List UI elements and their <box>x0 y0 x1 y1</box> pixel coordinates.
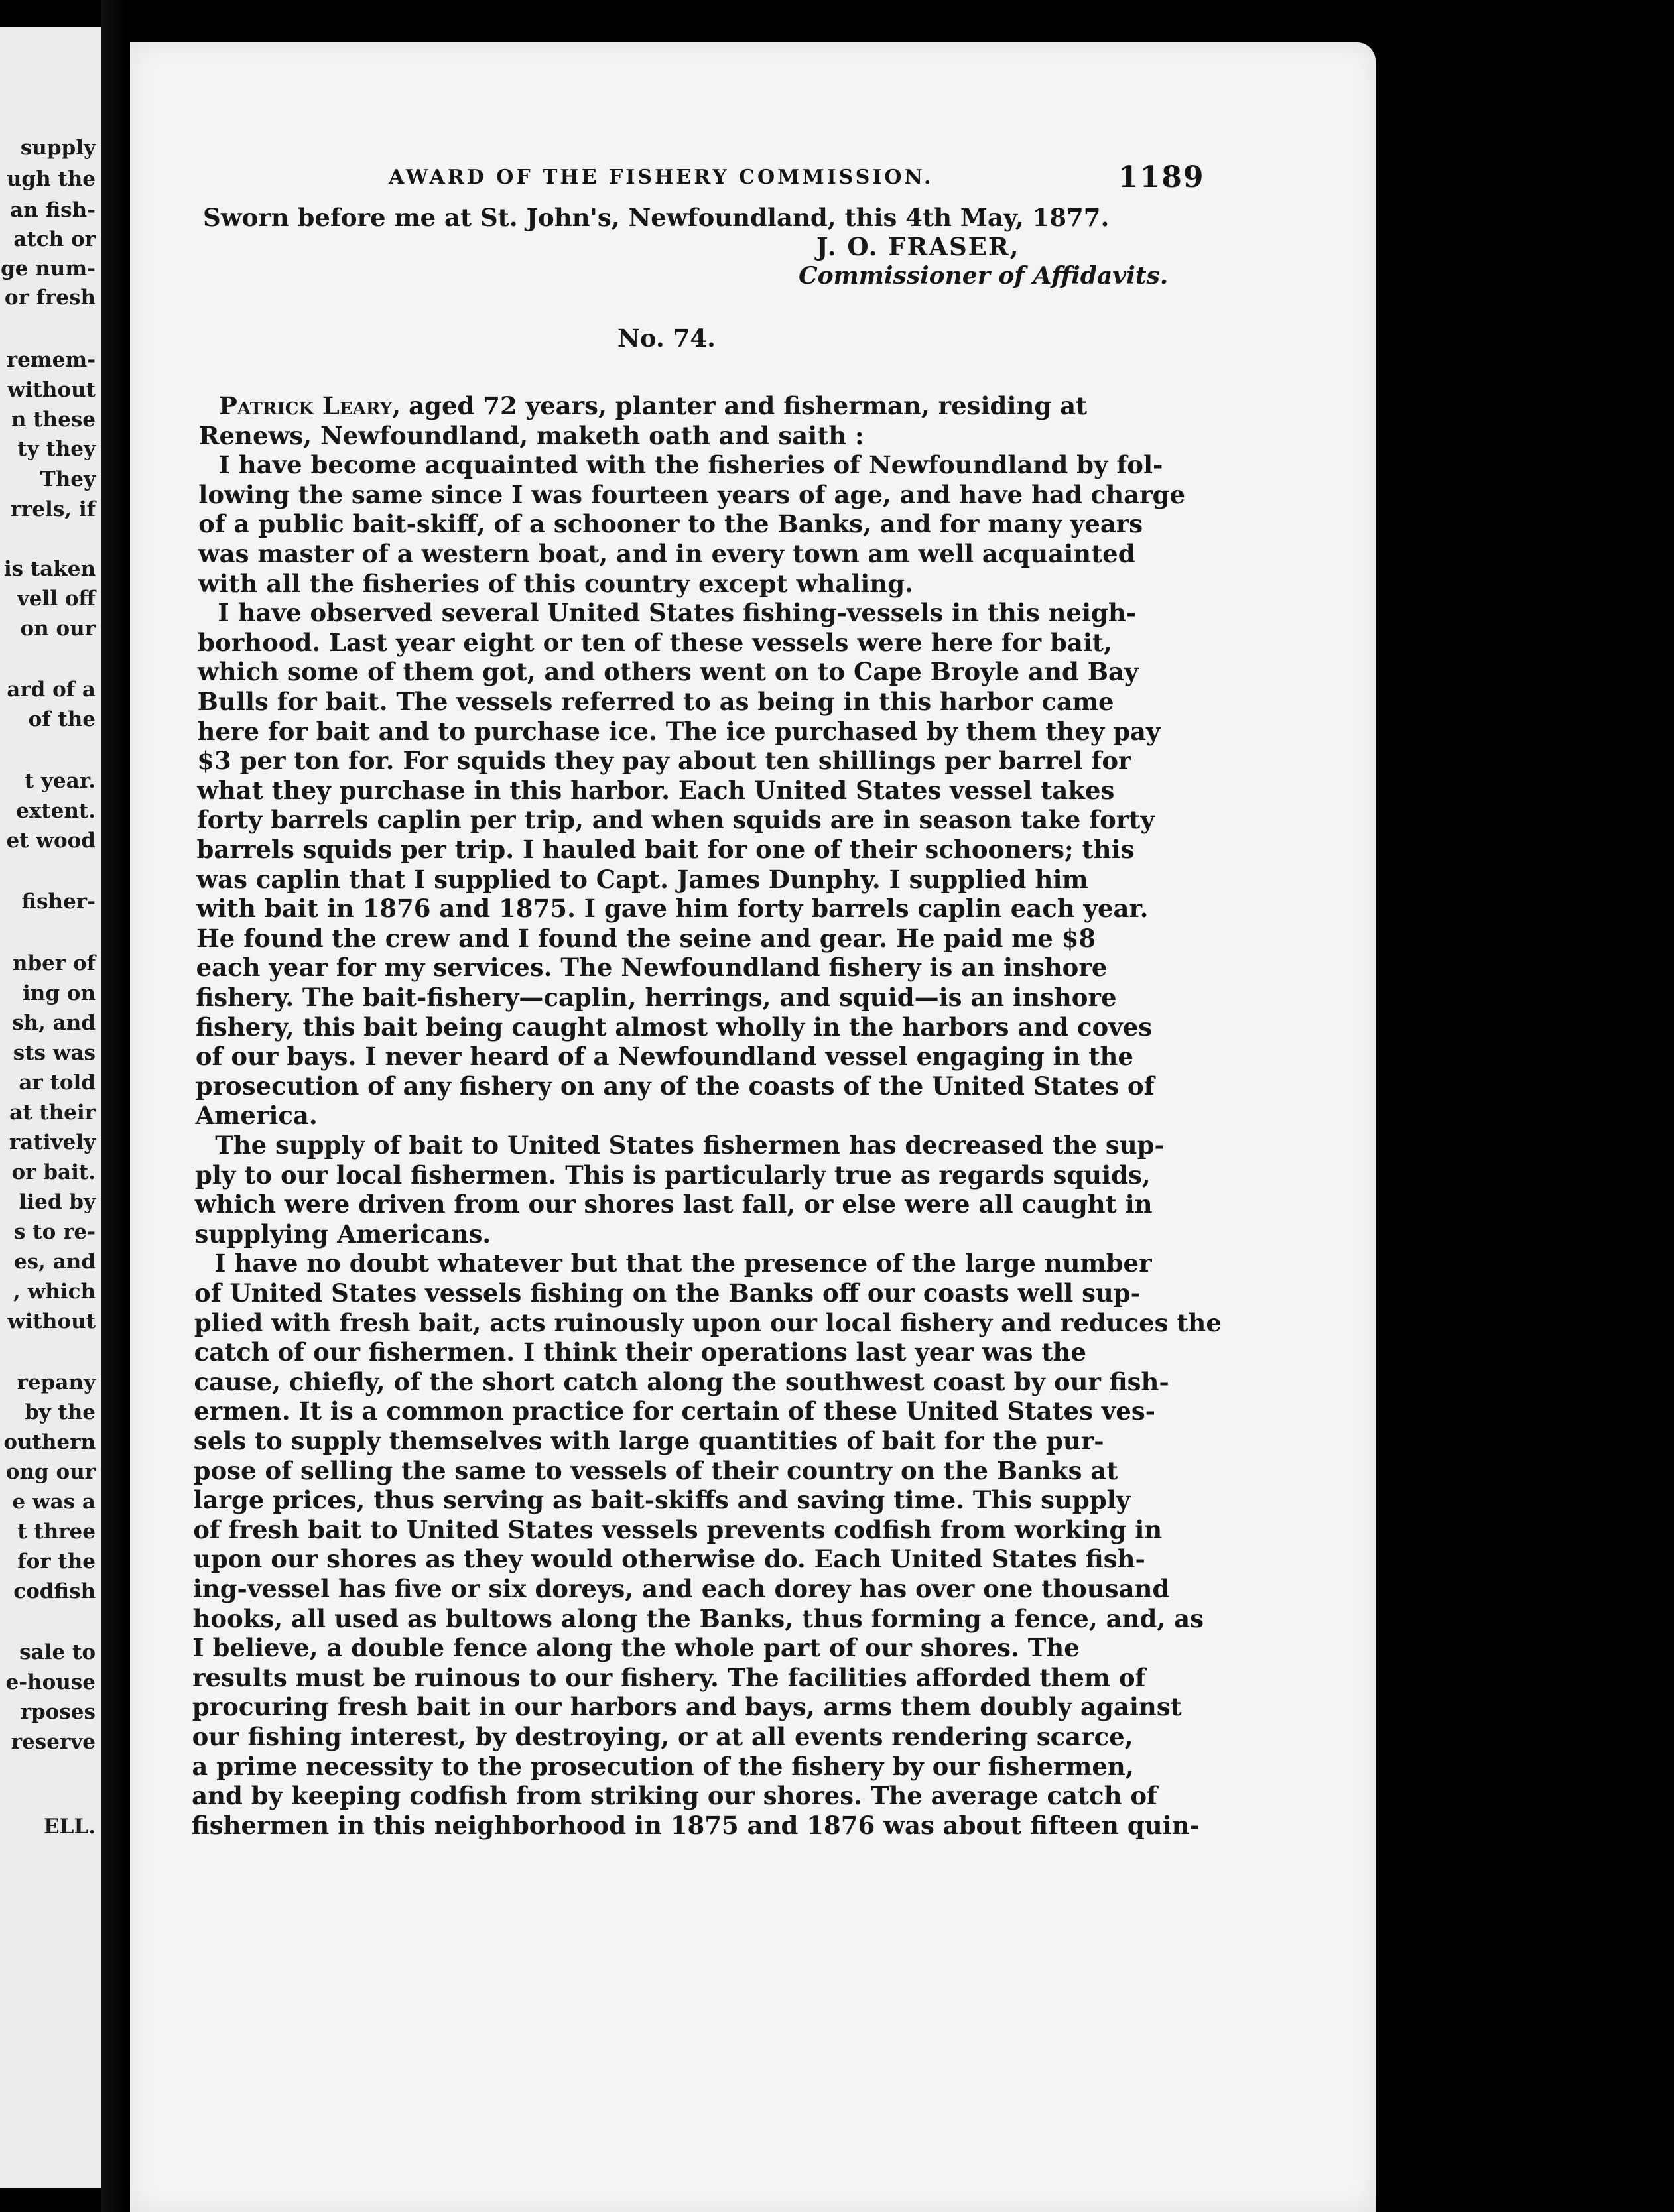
previous-page-fragment: s to re- <box>14 1220 96 1244</box>
jurat-commissioner-name: J. O. FRASER, <box>816 232 1020 261</box>
text-line: a prime necessity to the prosecution of the fishery by our fishermen, <box>192 1751 1134 1781</box>
previous-page-fragment: ratively <box>9 1131 96 1154</box>
text-line: with bait in 1876 and 1875. I gave him forty barrels caplin each year. <box>196 894 1149 924</box>
previous-page-fragment: e-house <box>5 1670 96 1694</box>
previous-page-fragment: or bait. <box>11 1160 96 1184</box>
text-line: Bulls for bait. The vessels referred to as being in this harbor came <box>197 687 1114 716</box>
text-line: prosecution of any fishery on any of the coasts of the United States of <box>195 1071 1155 1101</box>
previous-page-fragment: remem- <box>6 348 96 372</box>
text-line: He found the crew and I found the seine and gear. He paid me $8 <box>196 923 1096 953</box>
text-line: pose of selling the same to vessels of their country on the Banks at <box>193 1455 1118 1485</box>
text-line: America. <box>195 1101 318 1131</box>
text-line: with all the fisheries of this country except whaling. <box>198 568 913 598</box>
page-1189 <box>130 42 1376 2212</box>
text-line: I have no doubt whatever but that the presence of the large number <box>214 1249 1152 1278</box>
text-line: hooks, all used as bultows along the Banks, thus forming a fence, and, as <box>192 1603 1204 1633</box>
previous-page-fragment: atch or <box>13 227 96 251</box>
previous-page-fragment: ty they <box>17 437 96 461</box>
text-line: supplying Americans. <box>194 1219 491 1249</box>
text-line: I have become acquainted with the fisheries of Newfoundland by fol- <box>218 450 1163 480</box>
previous-page-edge <box>0 27 101 2188</box>
previous-page-fragment: is taken <box>3 557 96 581</box>
previous-page-fragment: vell off <box>17 587 96 611</box>
text-line: our fishing interest, by destroying, or at all events rendering scarce, <box>192 1722 1133 1751</box>
text-line: which were driven from our shores last fall, or else were all caught in <box>194 1190 1153 1219</box>
text-line: what they purchase in this harbor. Each United States vessel takes <box>196 775 1115 805</box>
jurat-sworn-line: Sworn before me at St. John's, Newfoundland, this 4th May, 1877. <box>203 203 1110 232</box>
text-line: $3 per ton for. For squids they pay about ten shillings per barrel for <box>197 746 1131 776</box>
text-line: results must be ruinous to our fishery. The facilities afforded them of <box>192 1662 1146 1692</box>
previous-page-fragment: ing on <box>23 981 96 1005</box>
text-line: borhood. Last year eight or ten of these vessels were here for bait, <box>198 627 1112 657</box>
previous-page-fragment: , which <box>13 1280 96 1304</box>
previous-page-fragment: es, and <box>13 1250 96 1274</box>
affidavit-number: No. 74. <box>617 324 716 353</box>
text-line: here for bait and to purchase ice. The ice purchased by them they pay <box>197 716 1161 746</box>
running-head: AWARD OF THE FISHERY COMMISSION. <box>389 166 934 189</box>
text-line <box>219 391 1088 420</box>
previous-page-fragment: t year. <box>24 769 96 793</box>
previous-page-fragment: n these <box>11 408 96 432</box>
previous-page-fragment: rposes <box>20 1700 96 1724</box>
previous-page-fragment: of the <box>28 707 96 731</box>
text-line: of our bays. I never heard of a Newfoundland vessel engaging in the <box>195 1042 1133 1072</box>
text-line: procuring fresh bait in our harbors and bays, arms them doubly against <box>192 1692 1182 1722</box>
text-line: upon our shores as they would otherwise do. Each United States fish- <box>192 1544 1145 1574</box>
text-line: was caplin that I supplied to Capt. James Dunphy. I supplied him <box>196 864 1088 894</box>
text-line: cause, chiefly, of the short catch along the southwest coast by our fish- <box>194 1367 1169 1396</box>
text-line: large prices, thus serving as bait-skiffs and saving time. This supply <box>193 1485 1131 1515</box>
text-line: Renews, Newfoundland, maketh oath and saith : <box>198 420 864 450</box>
previous-page-fragment: nber of <box>12 952 96 975</box>
previous-page-fragment: ar told <box>19 1071 96 1095</box>
text-line: forty barrels caplin per trip, and when squids are in season take forty <box>196 805 1155 835</box>
text-line: plied with fresh bait, acts ruinously upon our local fishery and reduces the <box>194 1308 1222 1337</box>
previous-page-fragment: ge num- <box>1 257 96 280</box>
previous-page-fragment: They <box>40 467 96 491</box>
previous-page-fragment: outhern <box>3 1430 96 1454</box>
text-line: fishermen in this neighborhood in 1875 and 1876 was about fifteen quin- <box>191 1810 1200 1840</box>
previous-page-fragment: et wood <box>6 829 96 853</box>
text-line: of a public bait-skiff, of a schooner to the Banks, and for many years <box>198 509 1143 539</box>
jurat-commissioner-title: Commissioner of Affidavits. <box>799 262 1169 290</box>
text-line: which some of them got, and others went on to Cape Broyle and Bay <box>197 657 1139 687</box>
text-line: fishery. The bait-fishery—caplin, herrings, and squid—is an inshore <box>196 983 1117 1012</box>
text-line: I have observed several United States fishing-vessels in this neigh- <box>218 598 1137 628</box>
text-line: ermen. It is a common practice for certain of these United States ves- <box>194 1396 1156 1426</box>
text-line: barrels squids per trip. I hauled bait for one of their schooners; this <box>196 835 1135 864</box>
previous-page-fragment: ugh the <box>6 167 96 191</box>
text-line: The supply of bait to United States fishermen has decreased the sup- <box>215 1131 1165 1160</box>
previous-page-fragment: or fresh <box>4 286 96 310</box>
page-header <box>130 160 1376 206</box>
previous-page-fragment: rrels, if <box>10 497 96 521</box>
text-line: ply to our local fishermen. This is particularly true as regards squids, <box>194 1160 1151 1190</box>
text-line-content: aged 72 years, planter and fisherman, residing at <box>409 391 1088 420</box>
previous-page-fragment: repany <box>17 1371 96 1394</box>
previous-page-fragment: sale to <box>19 1640 96 1664</box>
text-line: was master of a western boat, and in every town am well acquainted <box>198 539 1135 568</box>
text-line: each year for my services. The Newfoundland fishery is an inshore <box>196 953 1108 983</box>
previous-page-fragment: ong our <box>5 1460 96 1484</box>
previous-page-fragment: codfish <box>13 1579 96 1603</box>
previous-page-fragment: reserve <box>11 1730 96 1754</box>
previous-page-fragment: on our <box>20 617 96 641</box>
text-line: of United States vessels fishing on the Banks off our coasts well sup- <box>194 1278 1141 1308</box>
text-line: fishery, this bait being caught almost wholly in the harbors and coves <box>196 1012 1153 1042</box>
previous-page-fragment: ard of a <box>7 678 96 702</box>
previous-page-fragment: supply <box>20 136 96 160</box>
previous-page-fragment: at their <box>9 1101 96 1125</box>
previous-page-fragment: for the <box>17 1550 96 1573</box>
text-line: and by keeping codfish from striking our shores. The average catch of <box>192 1781 1157 1811</box>
previous-page-fragment: e was a <box>12 1490 96 1514</box>
previous-page-fragment: ELL. <box>43 1815 96 1839</box>
previous-page-fragment: sts was <box>13 1041 96 1065</box>
affiant-name: Patrick Leary, <box>219 391 401 420</box>
previous-page-fragment: without <box>7 378 96 402</box>
previous-page-fragment: lied by <box>19 1190 96 1214</box>
previous-page-fragment: fisher- <box>21 890 96 914</box>
page-number: 1189 <box>1118 160 1205 194</box>
previous-page-fragment: t three <box>17 1520 96 1544</box>
text-line: ing-vessel has five or six doreys, and each dorey has over one thousand <box>192 1574 1170 1603</box>
text-line: I believe, a double fence along the whole part of our shores. The <box>192 1633 1080 1663</box>
previous-page-fragment: sh, and <box>12 1011 96 1035</box>
previous-page-fragment: without <box>7 1310 96 1333</box>
previous-page-fragment: extent. <box>16 799 96 823</box>
text-line: lowing the same since I was fourteen years of age, and have had charge <box>198 479 1185 509</box>
previous-page-fragment: an fish- <box>10 198 96 222</box>
text-line: catch of our fishermen. I think their operations last year was the <box>194 1337 1086 1367</box>
previous-page-fragment: by the <box>24 1400 96 1424</box>
text-line: sels to supply themselves with large quantities of bait for the pur- <box>193 1426 1104 1455</box>
text-line: of fresh bait to United States vessels prevents codfish from working in <box>193 1514 1163 1544</box>
